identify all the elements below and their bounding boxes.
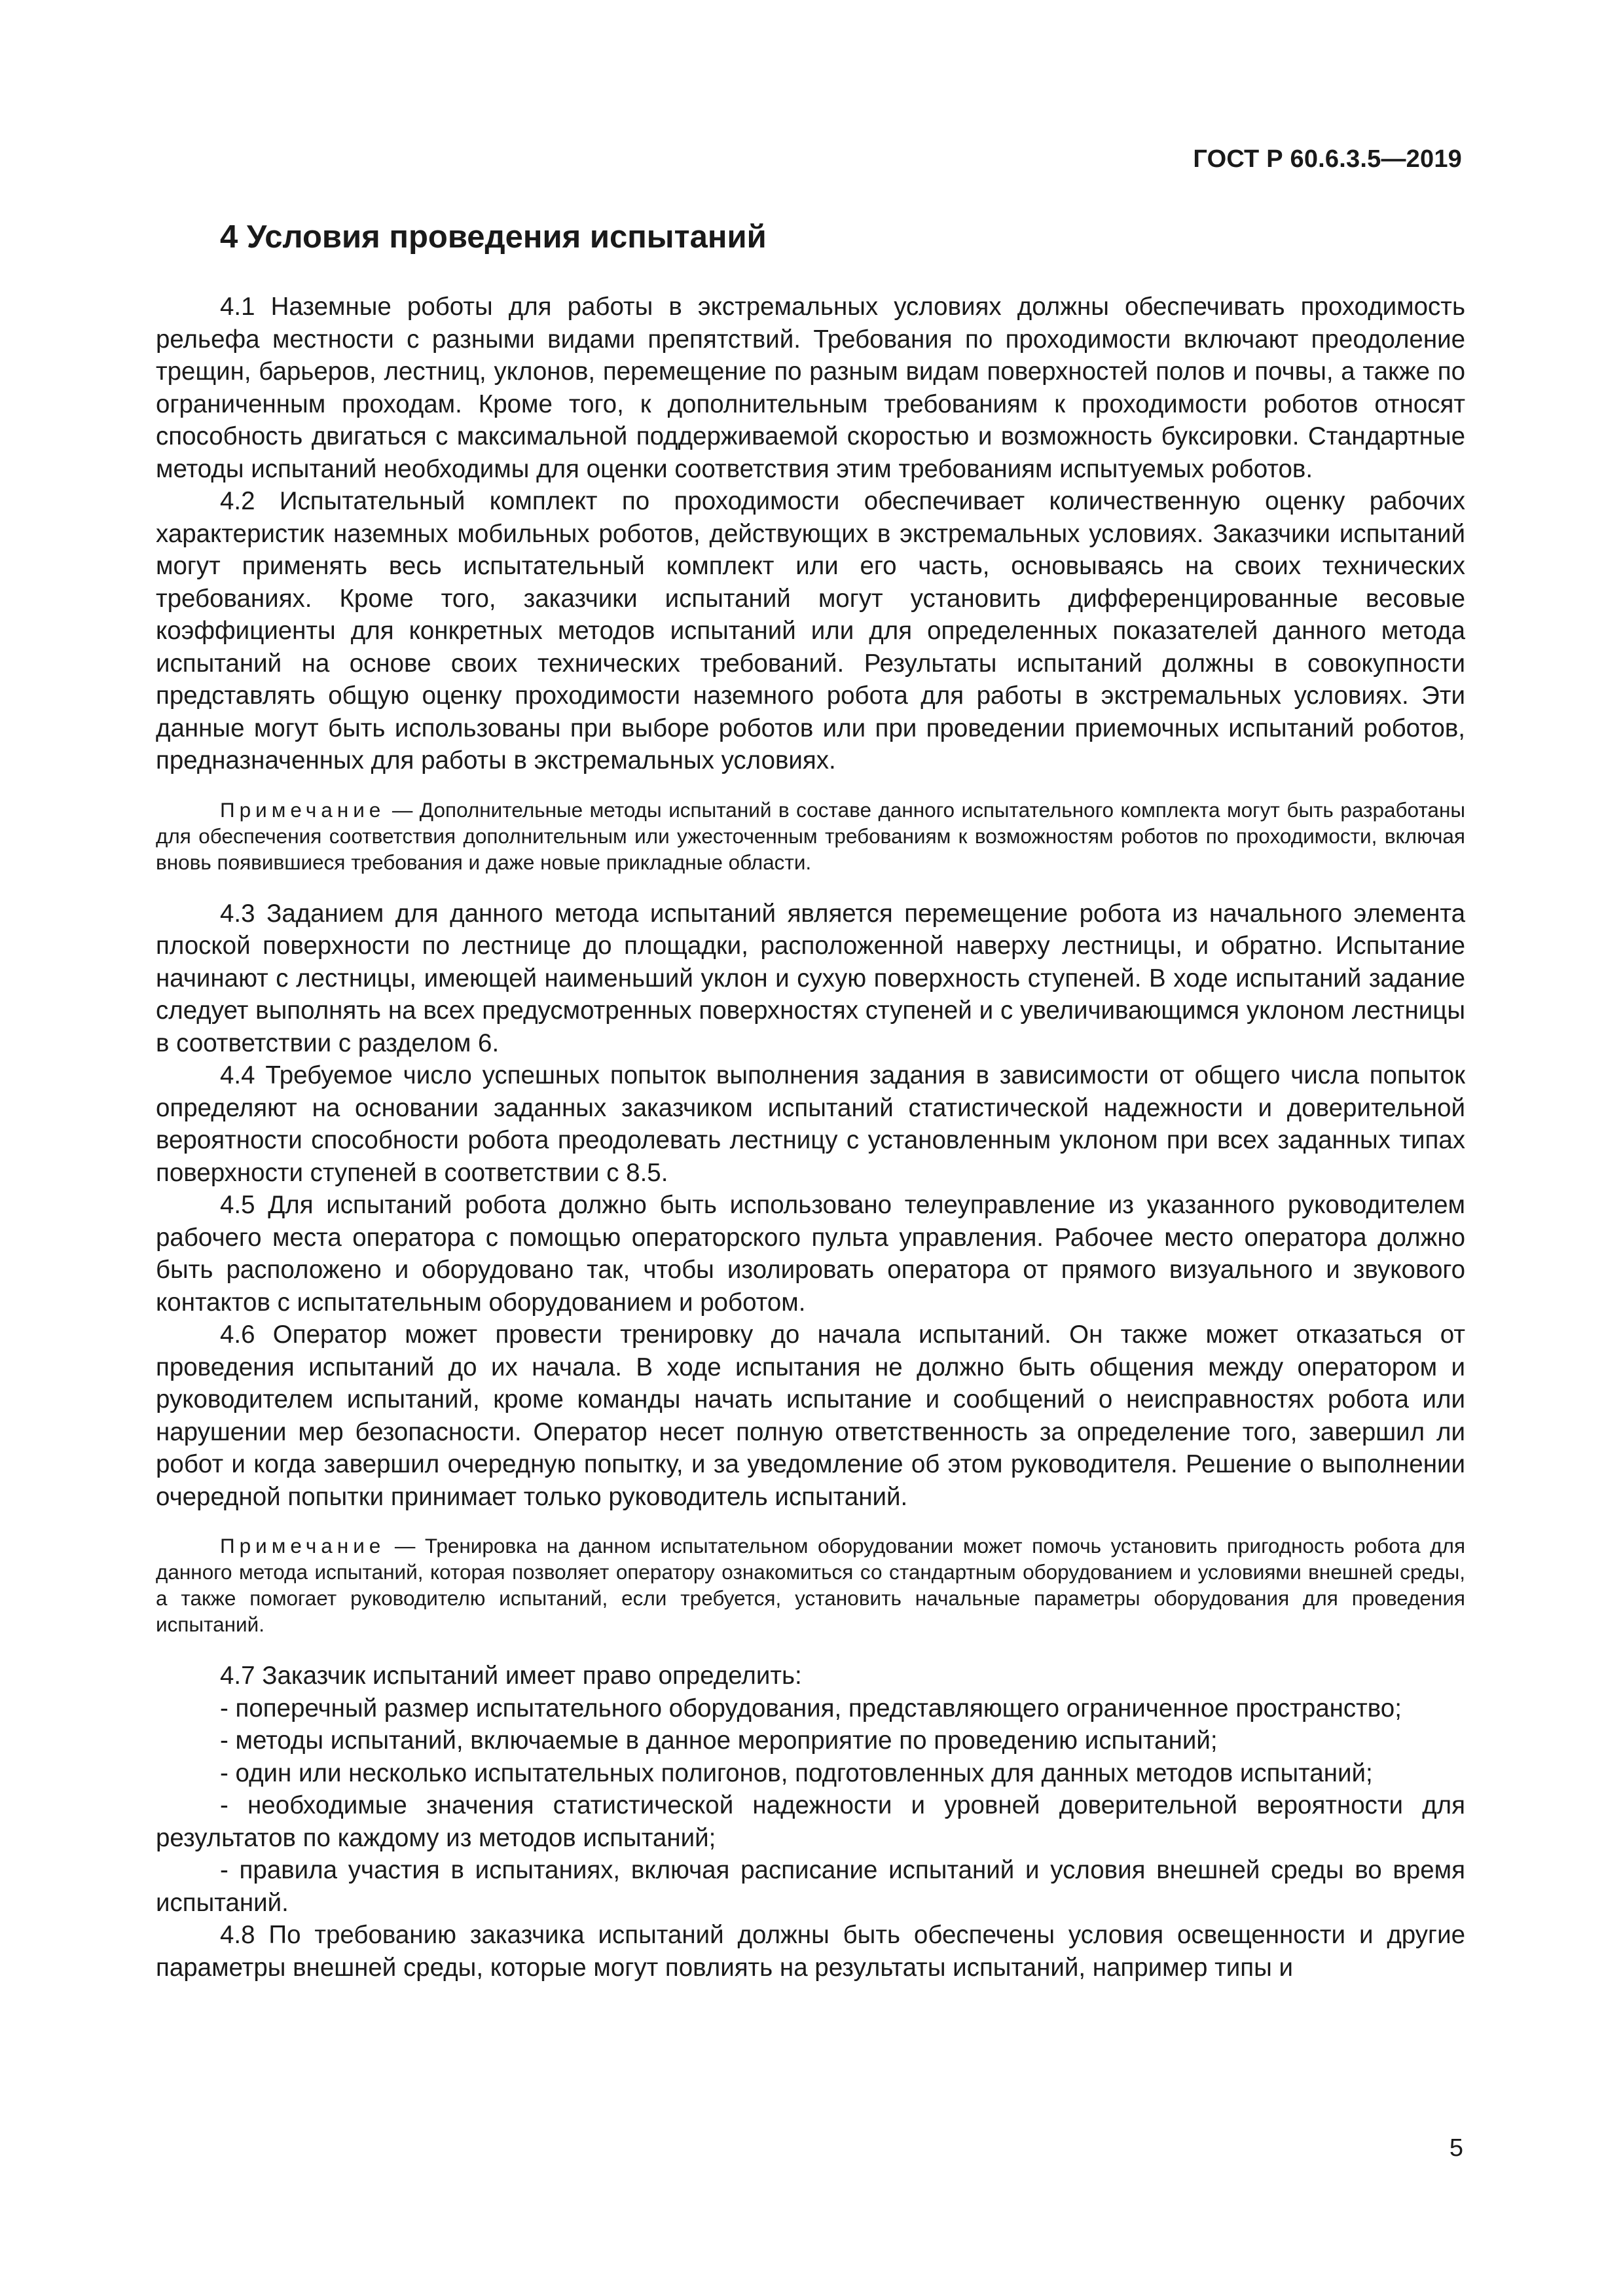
paragraph-4-3: 4.3 Заданием для данного метода испытаний является перемещение робота из начального элемента плоской поверхности по лестнице до площадки, расположенной наверху лестницы, и обратно. Испытание начинают с лестницы, имеющей наименьший уклон и сухую поверхность ступеней. В ходе испытаний задание следует выполнять на всех предусмотренных поверхностях ступеней и с увеличивающимся уклоном лестницы в соответствии с разделом 6.: [156, 899, 1465, 1057]
page-body: [156, 217, 1465, 1984]
paragraph-4-5: 4.5 Для испытаний робота должно быть использовано телеуправление из указанного руководителем рабочего места оператора с помощью операторского пульта управления. Рабочее место оператора должно быть расположено и оборудовано так, чтобы изолировать оператора от прямого визуального и звукового контактов с испытательным оборудованием и роботом.: [156, 1191, 1465, 1317]
section-title: 4 Условия проведения испытаний: [220, 219, 767, 255]
paragraph-4-4: 4.4 Требуемое число успешных попыток выполнения задания в зависимости от общего числа попыток определяют на основании заданных заказчиком испытаний статистической надежности и доверительной вероятности способности робота преодолевать лестницу с установленным уклоном при всех заданных типах поверхности ступеней в соответствии с 8.5.: [156, 1061, 1465, 1187]
paragraph-4-1: 4.1 Наземные роботы для работы в экстремальных условиях должны обеспечивать проходимость рельефа местности с разными видами препятствий. Требования по проходимости включают преодоление трещин, барьеров, лестниц, уклонов, перемещение по разным видам поверхностей полов и почвы, а также по ограниченным проходам. Кроме того, к дополнительным требованиям к проходимости роботов относят способность двигаться с максимальной поддерживаемой скоростью и возможность буксировки. Стандартные методы испытаний необходимы для оценки соответствия этим требованиям испытуемых роботов.: [156, 293, 1465, 483]
note-label: Примечание: [220, 797, 386, 822]
note-label: Примечание: [220, 1534, 386, 1558]
note-text: — Тренировка на данном испытательном оборудовании может помочь установить пригодность робота для данного метода испытаний, которая позволяет оператору ознакомиться со стандартным оборудованием и условиями внешней среды, а также помогает руководителю испытаний, если требуется, установить начальные параметры оборудования для проведения испытаний.: [156, 1534, 1465, 1636]
list-item: - один или несколько испытательных полигонов, подготовленных для данных методов испытаний;: [220, 1758, 1373, 1787]
paragraph-4-2: 4.2 Испытательный комплект по проходимости обеспечивает количественную оценку рабочих характеристик наземных мобильных роботов, действующих в экстремальных условиях. Заказчики испытаний могут применять весь испытательный комплект или его часть, основываясь на своих технических требованиях. Кроме того, заказчики испытаний могут установить дифференцированные весовые коэффициенты для конкретных методов испытаний или для определенных показателей данного метода испытаний на основе своих технических требований. Результаты испытаний должны в совокупности представлять общую оценку проходимости наземного робота для работы в экстремальных условиях. Эти данные могут быть использованы при выборе роботов или при проведении приемочных испытаний роботов, предназначенных для работы в экстремальных условиях.: [156, 487, 1465, 774]
paragraph-4-7: 4.7 Заказчик испытаний имеет право определить:: [220, 1662, 802, 1690]
list-item: - необходимые значения статистической надежности и уровней доверительной вероятности для результатов по каждому из методов испытаний;: [156, 1791, 1465, 1852]
page-number: 5: [1449, 2134, 1463, 2162]
paragraph-4-8: 4.8 По требованию заказчика испытаний должны быть обеспечены условия освещенности и другие параметры внешней среды, которые могут повлиять на результаты испытаний, например типы и: [156, 1921, 1465, 1982]
note-1: [156, 797, 1465, 875]
list-item: - методы испытаний, включаемые в данное мероприятие по проведению испытаний;: [220, 1726, 1218, 1755]
document-code: ГОСТ Р 60.6.3.5—2019: [1193, 145, 1462, 173]
note-text: — Дополнительные методы испытаний в составе данного испытательного комплекта могут быть разработаны для обеспечения соответствия дополнительным или ужесточенным требованиям к возможностям роботов по проходимости, включая вновь появившиеся требования и даже новые прикладные области.: [156, 797, 1465, 874]
note-2: [156, 1533, 1465, 1637]
list-item: - правила участия в испытаниях, включая расписание испытаний и условия внешней среды во время испытаний.: [156, 1856, 1465, 1917]
list-item: - поперечный размер испытательного оборудования, представляющего ограниченное пространство;: [220, 1694, 1402, 1722]
paragraph-4-6: 4.6 Оператор может провести тренировку до начала испытаний. Он также может отказаться от проведения испытаний до их начала. В ходе испытания не должно быть общения между оператором и руководителем испытаний, кроме команды начать испытание и сообщений о неисправностях робота или нарушении мер безопасности. Оператор несет полную ответственность за определение того, завершил ли робот и когда завершил очередную попытку, и за уведомление об этом руководителя. Решение о выполнении очередной попытки принимает только руководитель испытаний.: [156, 1321, 1465, 1511]
